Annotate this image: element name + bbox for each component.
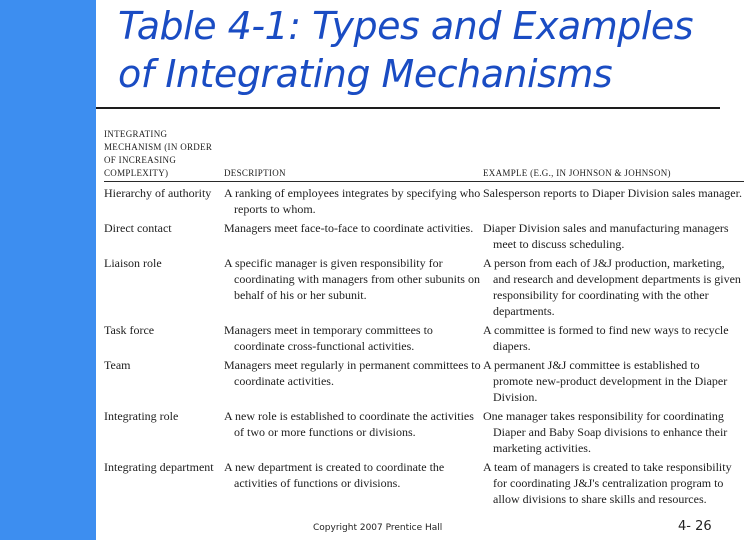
example-cell bbox=[483, 456, 744, 507]
table-row bbox=[104, 252, 744, 319]
description-cell bbox=[224, 182, 483, 218]
description-text: A ranking of employees integrates by specifying who reports to whom. bbox=[224, 186, 481, 216]
table-row bbox=[104, 217, 744, 252]
mechanism-cell: Hierarchy of authority bbox=[104, 186, 212, 200]
slide-accent-bar bbox=[0, 0, 96, 540]
description-cell bbox=[224, 252, 483, 319]
example-text: A permanent J&J committee is established to promote new-product development in the Diaper Division. bbox=[483, 358, 728, 404]
description-text: Managers meet in temporary committees to coordinate cross-functional activities. bbox=[224, 323, 433, 353]
example-text: Salesperson reports to Diaper Division sales manager. bbox=[483, 186, 742, 200]
copyright-footer: Copyright 2007 Prentice Hall bbox=[313, 523, 443, 533]
mechanism-cell: Integrating department bbox=[104, 460, 214, 474]
title-divider bbox=[96, 107, 720, 109]
example-text: A team of managers is created to take responsibility for coordinating J&J's centralization program to allow divisions to share skills and resources. bbox=[483, 460, 732, 506]
slide-title-line-2: of Integrating Mechanisms bbox=[118, 52, 613, 96]
example-text: Diaper Division sales and manufacturing managers meet to discuss scheduling. bbox=[483, 221, 729, 251]
example-cell bbox=[483, 252, 744, 319]
mechanism-cell: Integrating role bbox=[104, 409, 179, 423]
header-mechanism: INTEGRATING MECHANISM (IN ORDER OF INCREASING COMPLEXITY) bbox=[104, 128, 224, 182]
description-text: A specific manager is given responsibility for coordinating with managers from other subunits on behalf of his or her subunit. bbox=[224, 256, 480, 302]
slide-title-line-1: Table 4-1: Types and Examples bbox=[118, 4, 694, 48]
example-cell bbox=[483, 182, 744, 218]
description-text: Managers meet face-to-face to coordinate activities. bbox=[224, 221, 474, 235]
table-row bbox=[104, 319, 744, 354]
example-cell bbox=[483, 405, 744, 456]
page-number: 4- 26 bbox=[678, 519, 712, 534]
description-text: A new role is established to coordinate the activities of two or more functions or divisions. bbox=[224, 409, 474, 439]
example-cell bbox=[483, 354, 744, 405]
table-row bbox=[104, 354, 744, 405]
table-row bbox=[104, 456, 744, 507]
slide-title bbox=[118, 2, 708, 98]
table-row bbox=[104, 405, 744, 456]
mechanism-cell: Team bbox=[104, 358, 131, 372]
integrating-mechanisms-table bbox=[104, 128, 744, 507]
table-header-row bbox=[104, 128, 744, 182]
description-cell bbox=[224, 354, 483, 405]
mechanism-cell: Task force bbox=[104, 323, 155, 337]
mechanism-cell: Liaison role bbox=[104, 256, 162, 270]
example-text: One manager takes responsibility for coordinating Diaper and Baby Soap divisions to enhance their marketing activities. bbox=[483, 409, 728, 455]
header-description: DESCRIPTION bbox=[224, 128, 483, 182]
table-row bbox=[104, 182, 744, 218]
description-cell bbox=[224, 217, 483, 252]
example-cell bbox=[483, 217, 744, 252]
description-cell bbox=[224, 456, 483, 507]
description-text: Managers meet regularly in permanent committees to coordinate activities. bbox=[224, 358, 481, 388]
example-text: A person from each of J&J production, marketing, and research and development departments is given responsibility for coordinating with the other departments. bbox=[483, 256, 741, 318]
header-example: EXAMPLE (E.G., IN JOHNSON & JOHNSON) bbox=[483, 128, 744, 182]
example-cell bbox=[483, 319, 744, 354]
example-text: A committee is formed to find new ways to recycle diapers. bbox=[483, 323, 729, 353]
mechanism-cell: Direct contact bbox=[104, 221, 172, 235]
description-text: A new department is created to coordinate the activities of functions or divisions. bbox=[224, 460, 445, 490]
table-container bbox=[104, 128, 742, 506]
description-cell bbox=[224, 319, 483, 354]
description-cell bbox=[224, 405, 483, 456]
